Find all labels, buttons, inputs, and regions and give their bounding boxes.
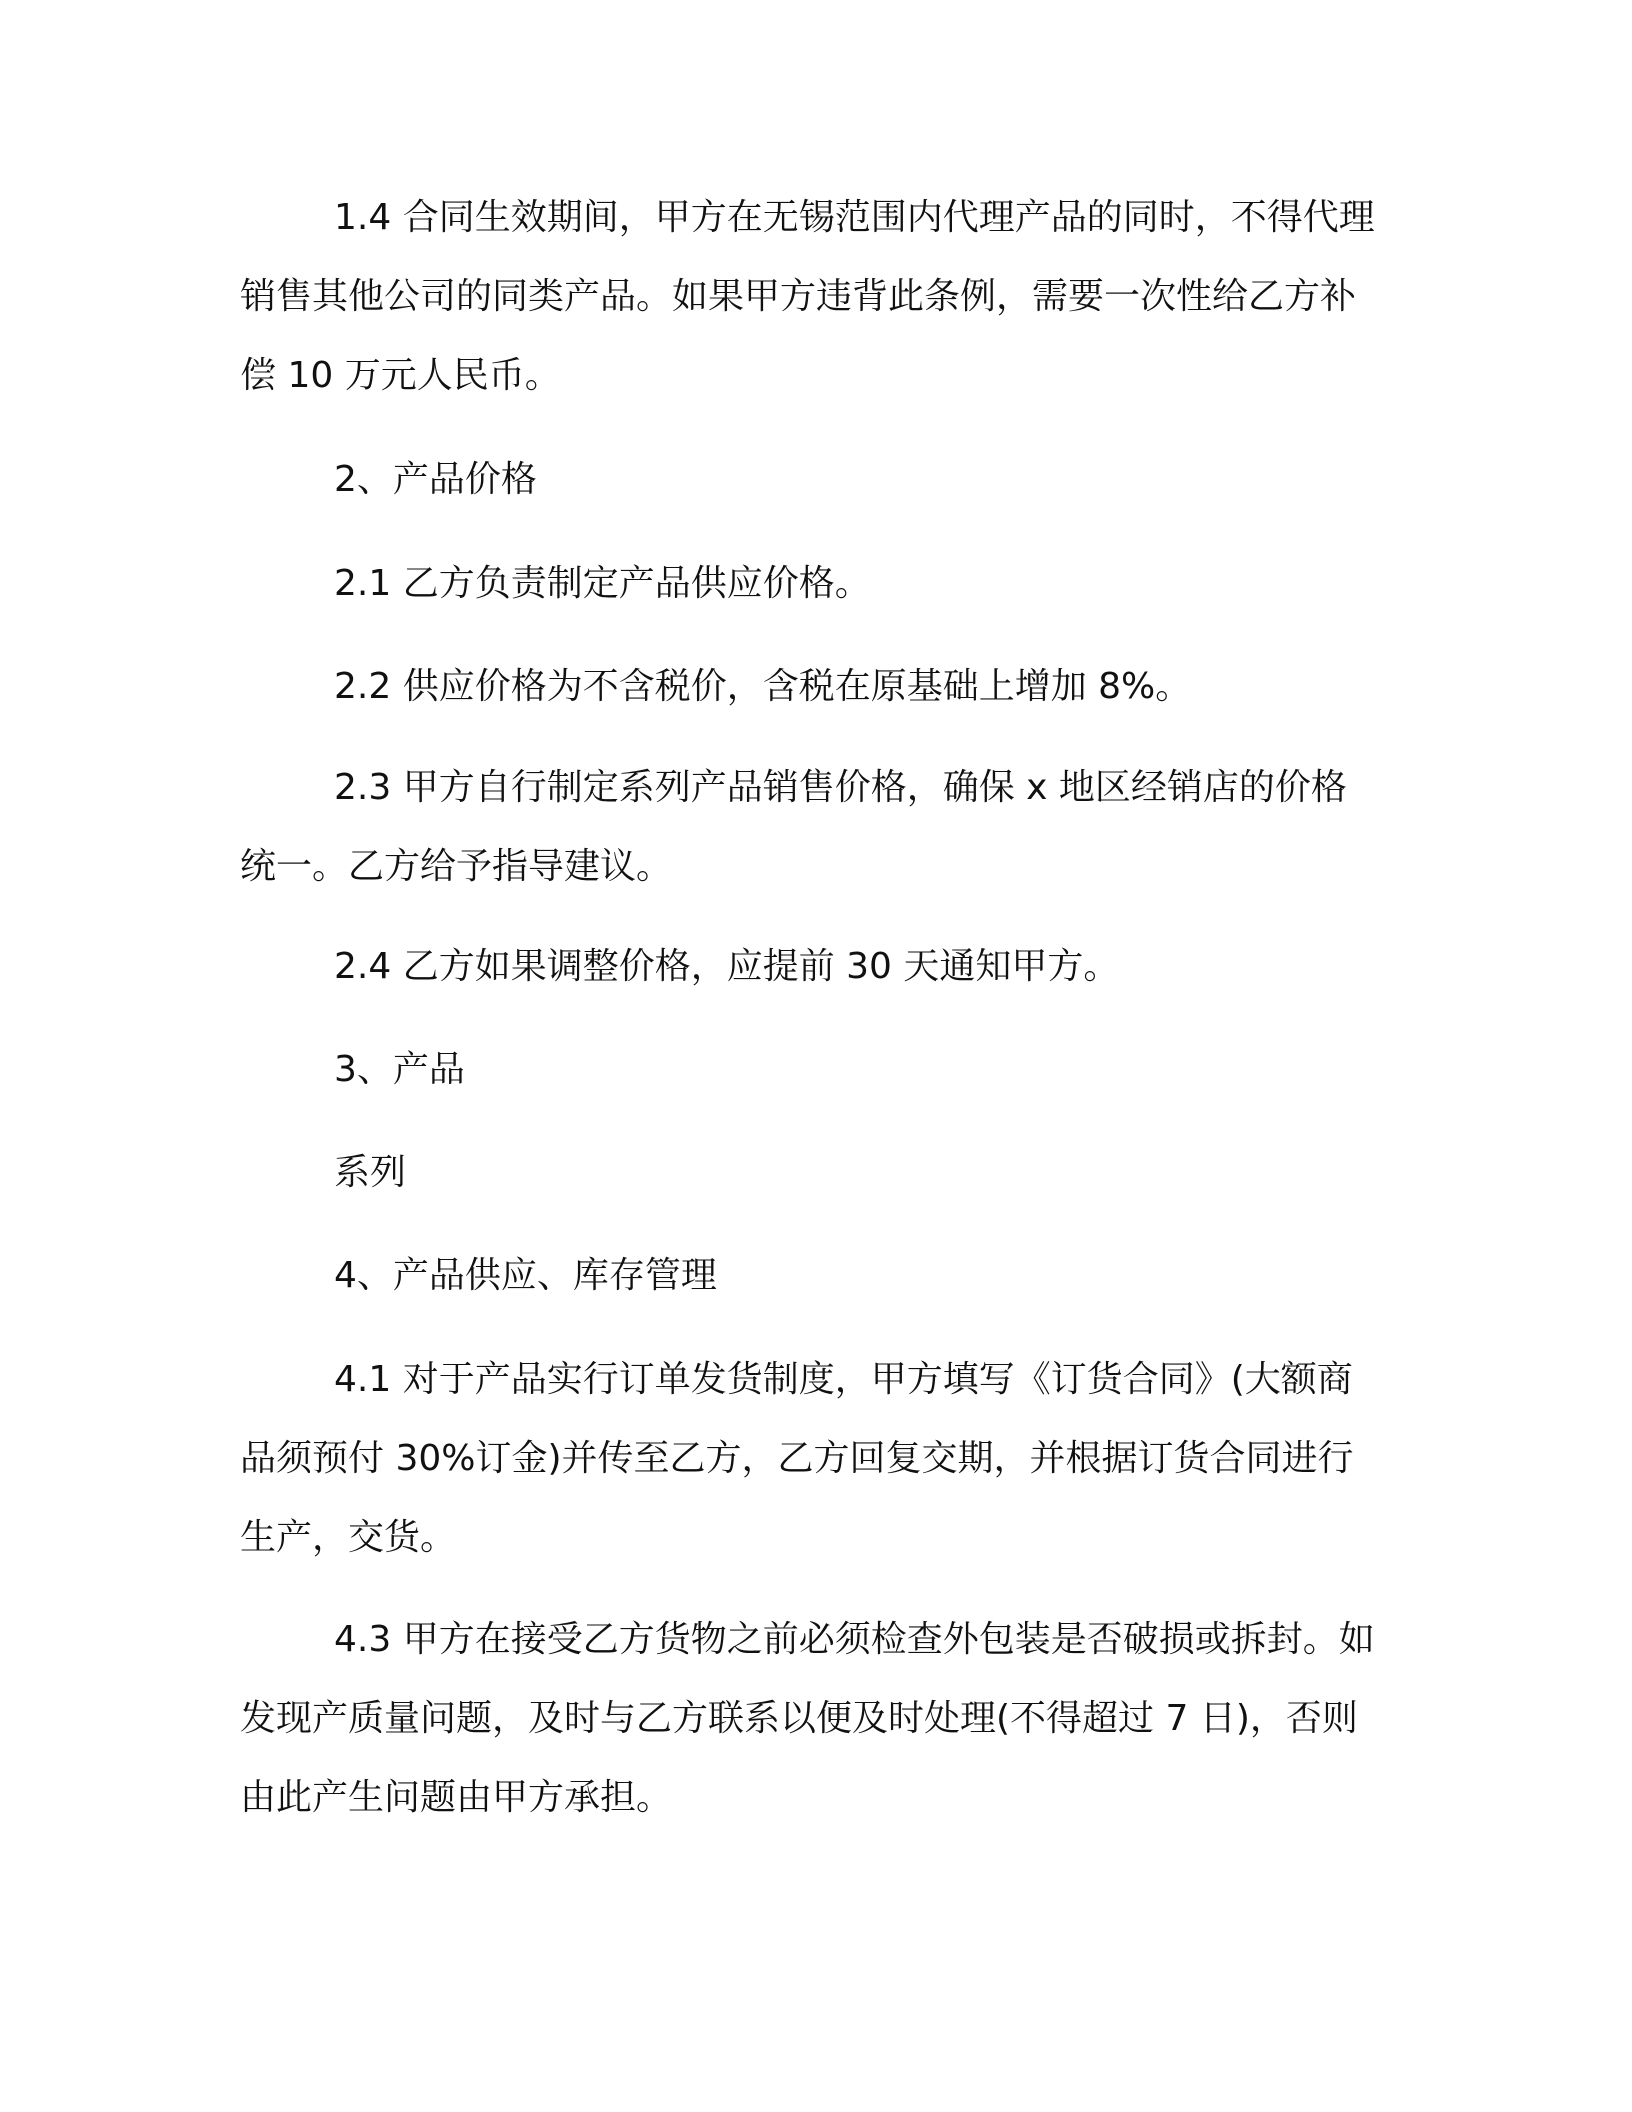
section-3-heading: 3、产品 — [334, 1049, 465, 1090]
clause-2-3: 2.3 甲方自行制定系列产品销售价格，确保 x 地区经销店的价格统一。乙方给予指导建议。 — [240, 767, 1347, 887]
section-4-heading: 4、产品供应、库存管理 — [334, 1255, 717, 1296]
clause-2-1: 2.1 乙方负责制定产品供应价格。 — [334, 563, 871, 604]
section-3-subline: 系列 — [334, 1152, 407, 1193]
clause-4-3: 4.3 甲方在接受乙方货物之前必须检查外包装是否破损或拆封。如发现产质量问题，及时与乙方联系以便及时处理(不得超过 7 日)，否则由此产生问题由甲方承担。 — [240, 1619, 1375, 1818]
clause-2-2: 2.2 供应价格为不含税价，含税在原基础上增加 8%。 — [334, 666, 1192, 707]
clause-2-4: 2.4 乙方如果调整价格，应提前 30 天通知甲方。 — [334, 946, 1120, 987]
clause-4-1: 4.1 对于产品实行订单发货制度，甲方填写《订货合同》(大额商品须预付 30%订金)并传至乙方，乙方回复交期，并根据订货合同进行生产，交货。 — [240, 1359, 1354, 1558]
section-2-heading: 2、产品价格 — [334, 459, 537, 500]
clause-1-4: 1.4 合同生效期间，甲方在无锡范围内代理产品的同时，不得代理销售其他公司的同类产品。如果甲方违背此条例，需要一次性给乙方补偿 10 万元人民币。 — [240, 197, 1375, 396]
